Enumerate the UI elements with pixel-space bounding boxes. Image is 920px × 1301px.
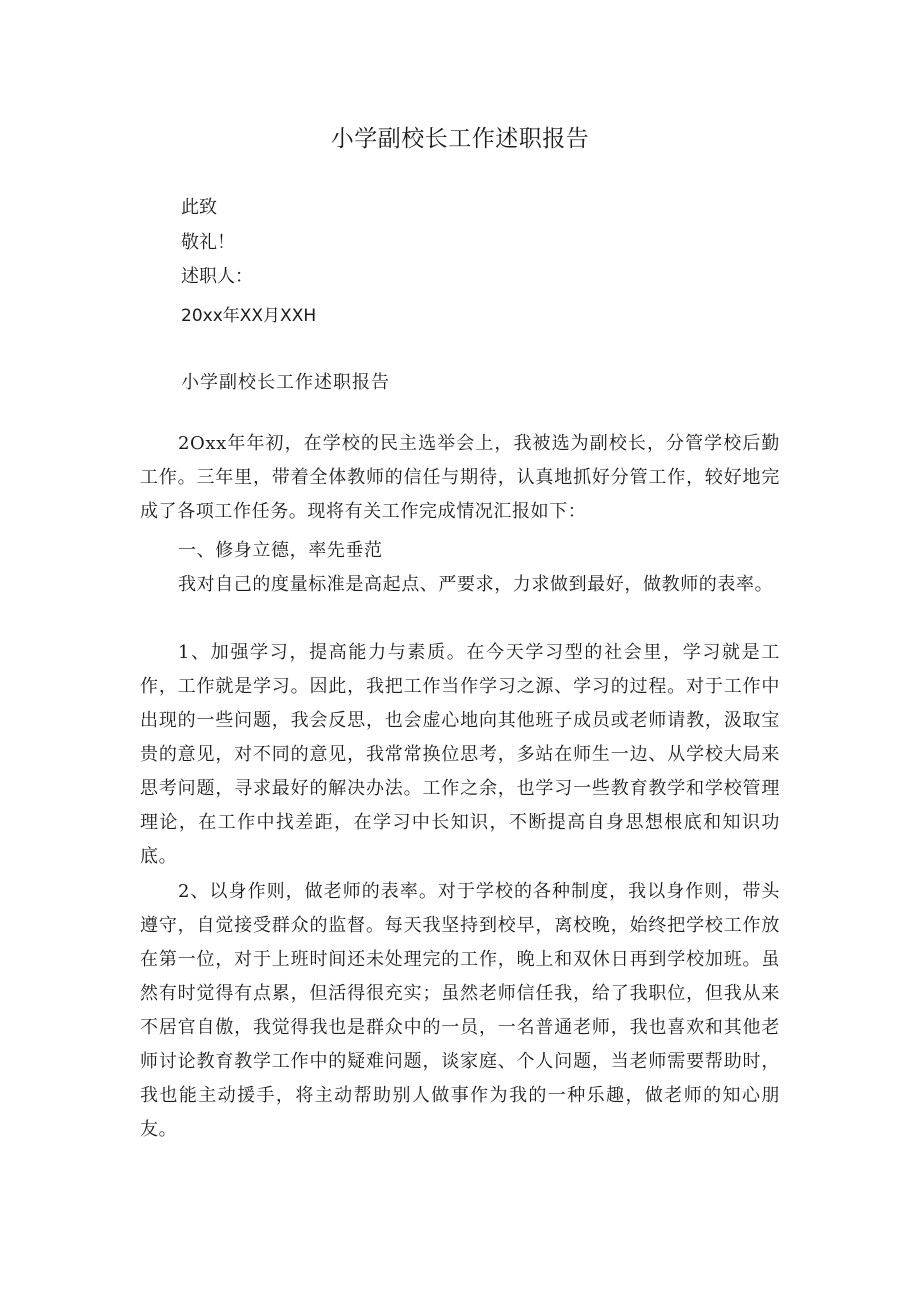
document-subtitle: 小学副校长工作述职报告 bbox=[181, 372, 390, 393]
document-title: 小学副校长工作述职报告 bbox=[330, 126, 590, 152]
section-heading-1: 一、修身立德，率先垂范 bbox=[178, 540, 383, 561]
paragraph-section-1-intro: 我对自己的度量标准是高起点、严要求，力求做到最好，做教师的表率。 bbox=[178, 574, 774, 595]
closing-date: 20xx年XX月XXH bbox=[181, 306, 317, 326]
closing-salutation: 此致 bbox=[181, 197, 217, 218]
paragraph-intro: 2Oxx年年初，在学校的民主选举会上，我被选为副校长，分管学校后勤工作。三年里，带着全体教师的信任与期待，认真地抓好分管工作，较好地完成了各项工作任务。现将有关工作完成情况汇报如下： bbox=[140, 433, 780, 522]
closing-regards: 敬礼！ bbox=[181, 232, 235, 253]
paragraph-item-1: 1、加强学习，提高能力与素质。在今天学习型的社会里，学习就是工作，工作就是学习。因此，我把工作当作学习之源、学习的过程。对于工作中出现的一些问题，我会反思，也会虚心地向其他班子成员或老师请教，汲取宝贵的意见，对不同的意见，我常常换位思考，多站在师生一边、从学校大局来思考问题，寻求最好的解决办法。工作之余，也学习一些教育教学和学校管理理论，在工作中找差距，在学习中长知识，不断提高自身思想根底和知识功底。 bbox=[140, 642, 780, 867]
paragraph-item-2: 2、以身作则，做老师的表率。对于学校的各种制度，我以身作则，带头遵守，自觉接受群众的监督。每天我坚持到校早，离校晚，始终把学校工作放在第一位，对于上班时间还未处理完的工作，晚上和双休日再到学校加班。虽然有时觉得有点累，但活得很充实；虽然老师信任我，给了我职位，但我从来不居官自傲，我觉得我也是群众中的一员，一名普通老师，我也喜欢和其他老师讨论教育教学工作中的疑难问题，谈家庭、个人问题，当老师需要帮助时，我也能主动援手，将主动帮助别人做事作为我的一种乐趣，做老师的知心朋友。 bbox=[140, 881, 780, 1140]
closing-signer: 述职人： bbox=[181, 266, 253, 287]
